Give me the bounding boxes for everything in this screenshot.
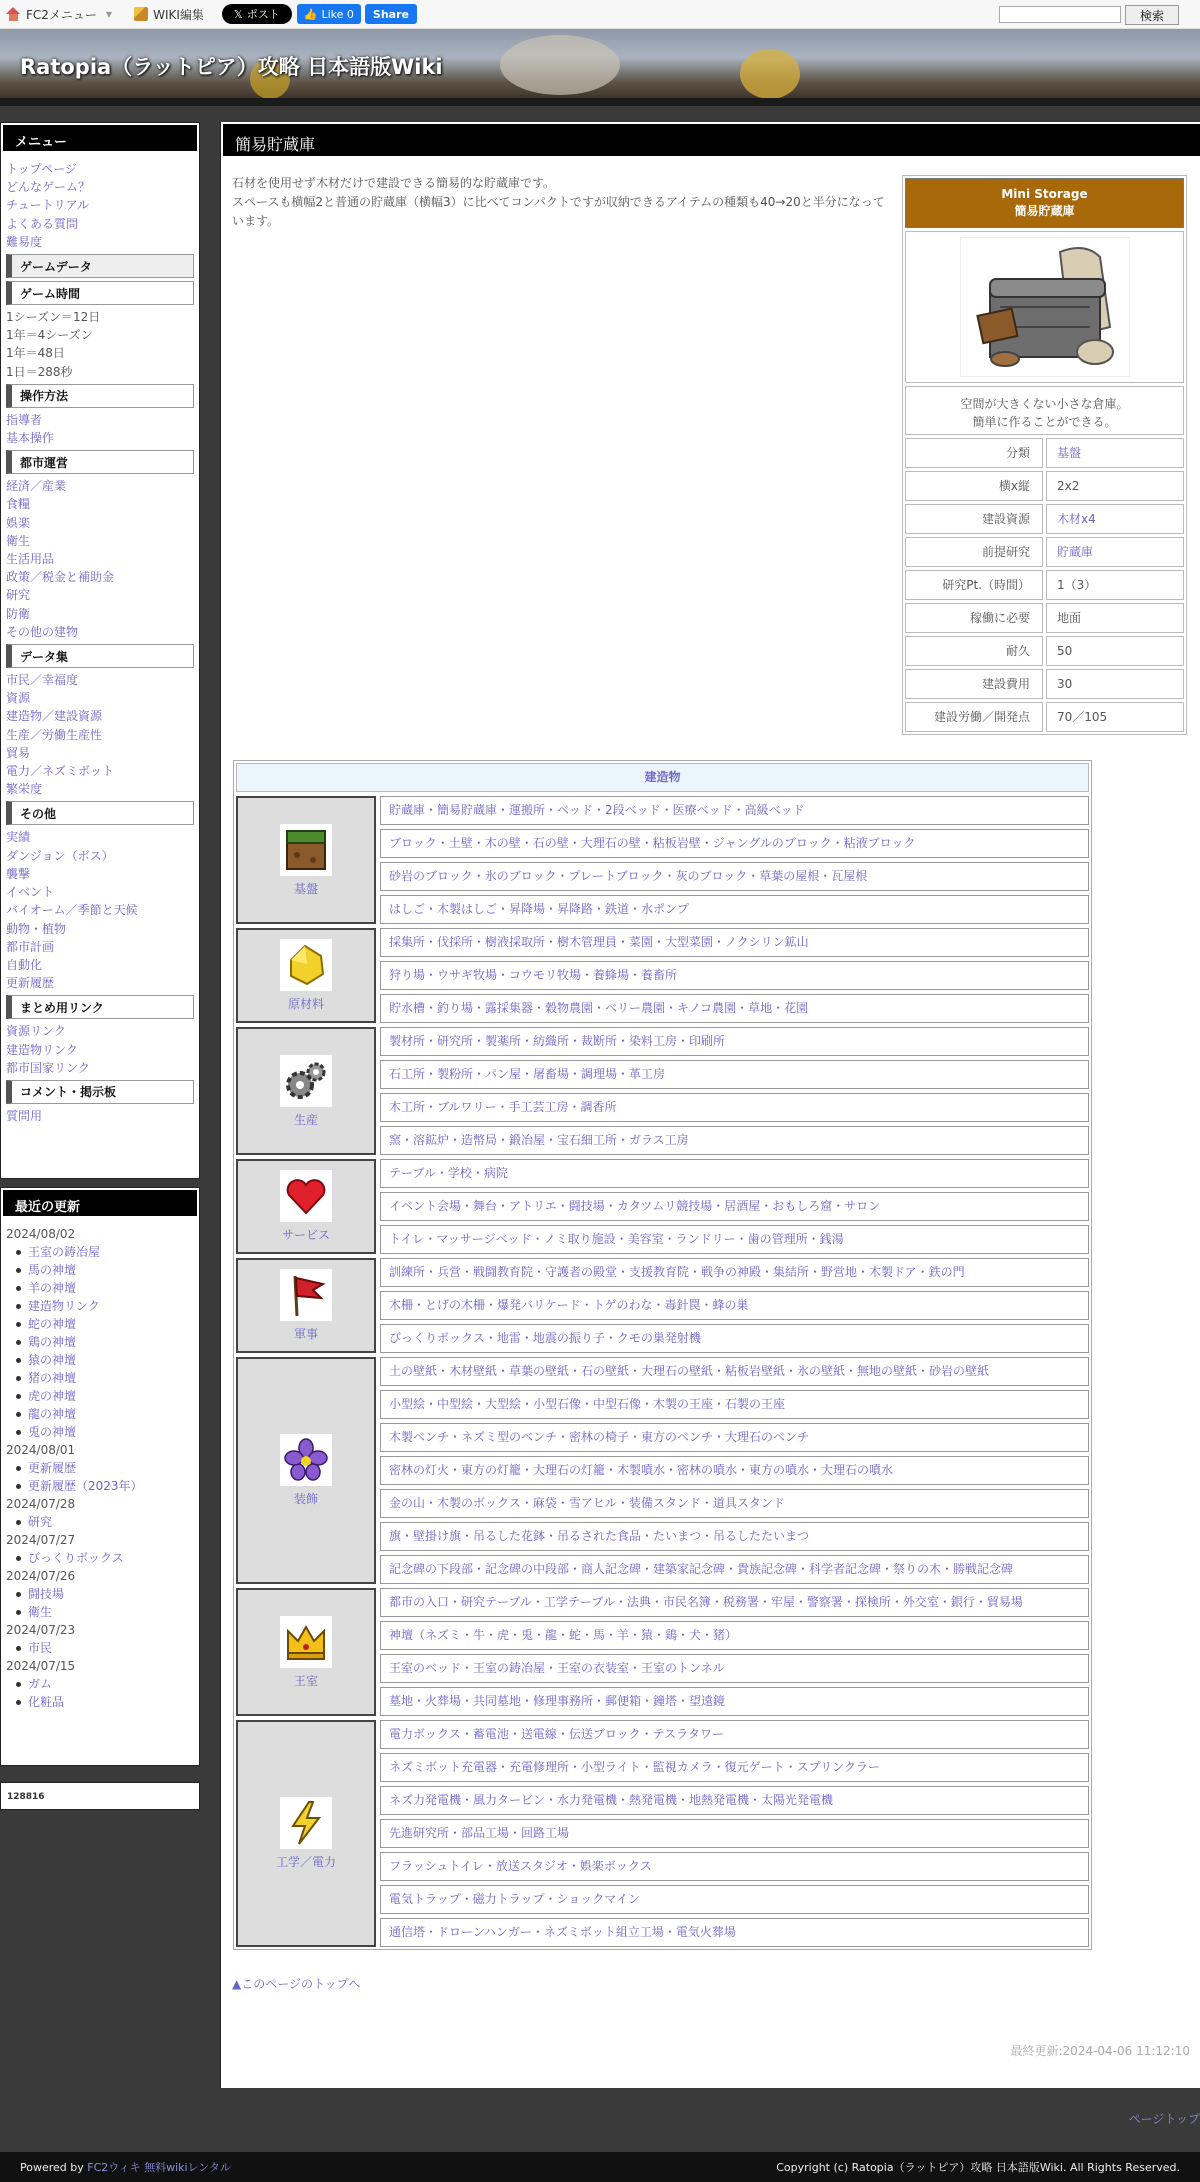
menu-link[interactable]: 市民／幸福度 xyxy=(6,673,79,688)
header-divider xyxy=(0,98,1200,106)
menu-section-game-time: ゲーム時間 xyxy=(6,281,194,305)
nav-row[interactable]: トイレ・マッサージベッド・ノミ取り施設・美容室・ランドリー・歯の管理所・銭湯 xyxy=(380,1225,1089,1254)
update-item[interactable]: 市民 xyxy=(6,1639,194,1657)
menu-link[interactable]: 貿易 xyxy=(6,745,31,760)
last-updated: 最終更新:2024-04-06 11:12:10 xyxy=(1010,2044,1190,2058)
nav-row[interactable]: 貯蔵庫・簡易貯蔵庫・運搬所・ベッド・2段ベッド・医療ベッド・高級ベッド xyxy=(380,796,1089,825)
nav-row[interactable]: 木柵・とげの木柵・爆発バリケード・トゲのわな・毒針罠・蜂の巣 xyxy=(380,1291,1089,1320)
infobox xyxy=(902,175,1187,735)
update-item[interactable]: 王室の鋳冶屋 xyxy=(6,1243,194,1261)
nav-category-label[interactable]: 基盤 xyxy=(293,881,318,896)
nav-category xyxy=(236,1159,376,1254)
nav-row[interactable]: 電力ボックス・蓄電池・送電線・伝送ブロック・テスラタワー xyxy=(380,1720,1089,1749)
time-fact: 1日＝288秒 xyxy=(6,364,73,379)
nav-group xyxy=(236,1720,1089,1947)
nav-row[interactable]: はしご・木製はしご・昇降場・昇降路・鉄道・水ポンプ xyxy=(380,895,1089,924)
red-flag-icon xyxy=(280,1269,332,1321)
purple-flower-icon xyxy=(280,1434,332,1486)
nav-row[interactable]: ブロック・土壁・木の壁・石の壁・大理石の壁・粘板岩壁・ジャングルのブロック・粘液ブロック xyxy=(380,829,1089,858)
nav-rows xyxy=(380,1588,1089,1716)
update-item[interactable]: 化粧品 xyxy=(6,1693,194,1711)
infobox-key: 前提研究 xyxy=(905,537,1043,567)
infobox-key: 耐久 xyxy=(905,636,1043,666)
nav-category-label[interactable]: 軍事 xyxy=(293,1327,318,1341)
nav-row[interactable]: 先進研究所・部品工場・回路工場 xyxy=(380,1819,1089,1848)
header-art-flower xyxy=(740,49,800,99)
menu-link[interactable]: 繁栄度 xyxy=(6,782,43,797)
infobox-value: 50 xyxy=(1046,636,1184,666)
menu-link[interactable]: 襲撃 xyxy=(6,866,31,881)
update-date: 2024/08/01 xyxy=(6,1443,76,1457)
update-item[interactable]: 馬の神壇 xyxy=(6,1261,194,1279)
menu-link[interactable]: 指導者 xyxy=(6,412,43,427)
intro-line-2: スペースも横幅2と普通の貯蔵庫（横幅3）に比べてコンパクトですが収納できるアイテムの種類も40→20と半分になっています。 xyxy=(232,195,885,228)
update-item[interactable]: 龍の神壇 xyxy=(6,1405,194,1423)
menu-link[interactable]: 自動化 xyxy=(6,957,43,972)
menu-link[interactable]: 建造物／建設資源 xyxy=(6,709,103,724)
nav-row[interactable]: 旗・壁掛け旗・吊るした花鉢・吊るされた食品・たいまつ・吊るしたたいまつ xyxy=(380,1522,1089,1551)
nav-category-label[interactable]: 王室 xyxy=(293,1673,318,1688)
menu-link[interactable]: その他の建物 xyxy=(6,624,79,639)
nav-row[interactable]: 採集所・伐採所・樹液採取所・樹木管理員・菜園・大型菜園・ノクシリン鉱山 xyxy=(380,928,1089,957)
infobox-key: 建設資源 xyxy=(905,504,1043,534)
update-date: 2024/07/15 xyxy=(6,1659,76,1673)
menu-section-city: 都市運営 xyxy=(6,450,194,474)
menu-link[interactable]: 政策／税金と補助金 xyxy=(6,570,115,585)
updates-heading: 最近の更新 xyxy=(1,1188,199,1218)
lightning-icon xyxy=(280,1797,332,1849)
footer xyxy=(0,2152,1200,2182)
menu-link[interactable]: トップページ xyxy=(6,162,77,176)
menu-link[interactable]: 基本操作 xyxy=(6,431,55,446)
infobox-header xyxy=(905,178,1184,228)
nav-row[interactable]: 小型絵・中型絵・大型絵・小型石像・中型石像・木製の王座・石製の王座 xyxy=(380,1390,1089,1419)
nav-group xyxy=(236,796,1089,924)
update-item[interactable]: 猪の神壇 xyxy=(6,1369,194,1387)
nav-category-label[interactable]: 装飾 xyxy=(293,1492,318,1506)
infobox-key: 横x縦 xyxy=(905,471,1043,501)
update-date: 2024/08/02 xyxy=(6,1227,76,1241)
infobox-key: 建設費用 xyxy=(905,669,1043,699)
menu-heading: メニュー xyxy=(1,123,199,153)
nav-category-label[interactable]: 原材料 xyxy=(287,997,324,1011)
menu-section-other: その他 xyxy=(6,801,194,825)
thumbs-up-icon: 👍 xyxy=(303,7,318,21)
fc2-menu[interactable] xyxy=(6,3,112,25)
update-item[interactable]: 虎の神壇 xyxy=(6,1387,194,1405)
nav-row[interactable]: 記念碑の下段部・記念碑の中段部・商人記念碑・建築家記念碑・貴族記念碑・科学者記念碑・祭りの木・勝戦記念碑 xyxy=(380,1555,1089,1584)
footer-copyright: Copyright (c) Ratopia（ラットピア）攻略 日本語版Wiki. All Rights Reserved. xyxy=(776,2161,1180,2174)
heart-icon xyxy=(280,1170,332,1222)
update-date: 2024/07/23 xyxy=(6,1623,76,1637)
menu-section-data: データ集 xyxy=(6,644,194,668)
update-item[interactable]: 羊の神壇 xyxy=(6,1279,194,1297)
menu-link[interactable]: ダンジョン（ボス） xyxy=(6,848,114,863)
infobox-value: 地面 xyxy=(1046,603,1184,633)
nav-category xyxy=(236,796,376,924)
time-fact: 1年＝4シーズン xyxy=(6,328,93,343)
top-bar xyxy=(0,0,1200,29)
infobox-row xyxy=(905,702,1184,732)
update-item[interactable]: 衛生 xyxy=(6,1603,194,1621)
nav-row[interactable]: 電気トラップ・磁力トラップ・ショックマイン xyxy=(380,1885,1089,1914)
menu-link[interactable]: 生産／労働生産性 xyxy=(6,727,103,742)
footer-powered-prefix: Powered by xyxy=(20,2161,88,2174)
pencil-icon xyxy=(134,7,148,21)
site-title[interactable]: Ratopia（ラットピア）攻略 日本語版Wiki xyxy=(20,55,443,79)
header-art-skull xyxy=(500,35,620,95)
infobox-name-ja: 簡易貯蔵庫 xyxy=(1014,204,1075,218)
nav-row[interactable]: 都市の入口・研究テーブル・工学テーブル・法典・市民名簿・税務署・牢屋・警察署・探検所・外交室・銀行・貿易場 xyxy=(380,1588,1089,1617)
nav-group xyxy=(236,1357,1089,1584)
nav-row[interactable]: 通信塔・ドローンハンガー・ネズミボット組立工場・電気火葬場 xyxy=(380,1918,1089,1947)
nav-row[interactable]: びっくりボックス・地雷・地震の振り子・クモの巣発射機 xyxy=(380,1324,1089,1353)
nav-row[interactable]: 神壇（ネズミ・牛・虎・兎・龍・蛇・馬・羊・猿・鶏・犬・猪） xyxy=(380,1621,1089,1650)
nav-row[interactable]: 木製ベンチ・ネズミ型のベンチ・密林の椅子・東方のベンチ・大理石のベンチ xyxy=(380,1423,1089,1452)
update-item[interactable]: 闘技場 xyxy=(6,1585,194,1603)
nav-rows xyxy=(380,796,1089,924)
nav-row[interactable]: 墓地・火葬場・共同墓地・修理事務所・郵便箱・鐘塔・望遠鏡 xyxy=(380,1687,1089,1716)
mini-storage-image xyxy=(960,237,1130,377)
menu-link[interactable]: 娯楽 xyxy=(6,515,31,530)
menu-link[interactable]: 動物・植物 xyxy=(6,921,67,936)
update-date: 2024/07/27 xyxy=(6,1533,76,1547)
home-icon xyxy=(6,7,21,21)
update-item[interactable]: 鶏の神壇 xyxy=(6,1333,194,1351)
nav-rows xyxy=(380,1258,1089,1353)
infobox-row xyxy=(905,603,1184,633)
infobox-key: 建設労働／開発点 xyxy=(905,702,1043,732)
nav-category xyxy=(236,1357,376,1584)
page-title: 簡易貯蔵庫 xyxy=(221,122,1200,158)
update-item[interactable]: 建造物リンク xyxy=(6,1297,194,1315)
x-logo-icon: 𝕏 xyxy=(233,7,243,21)
menu-link[interactable]: 質問用 xyxy=(6,1108,43,1123)
menu-section-controls: 操作方法 xyxy=(6,384,194,408)
update-item[interactable]: 猿の神壇 xyxy=(6,1351,194,1369)
nav-row[interactable]: 窯・溶鉱炉・造幣局・鍛冶屋・宝石細工所・ガラス工房 xyxy=(380,1126,1089,1155)
nav-row[interactable]: 貯水槽・釣り場・露採集器・穀物農園・ベリー農園・キノコ農園・草地・花園 xyxy=(380,994,1089,1023)
dirt-block-icon xyxy=(280,824,332,876)
access-counter: 128816 xyxy=(0,1782,200,1810)
gears-icon xyxy=(280,1055,332,1107)
caret-down-icon: ▼ xyxy=(105,9,113,19)
nav-category xyxy=(236,1258,376,1353)
infobox-row xyxy=(905,471,1184,501)
recent-updates xyxy=(0,1187,200,1766)
nav-row[interactable]: 王室のベッド・王室の鋳冶屋・王室の衣装室・王室のトンネル xyxy=(380,1654,1089,1683)
nav-category-label[interactable]: サービス xyxy=(281,1228,330,1242)
update-item[interactable]: 研究 xyxy=(6,1513,194,1531)
nav-group xyxy=(236,928,1089,1023)
infobox-row xyxy=(905,669,1184,699)
nav-category-label[interactable]: 生産 xyxy=(293,1112,318,1127)
fb-like-label: Like 0 xyxy=(321,7,354,21)
update-date: 2024/07/28 xyxy=(6,1497,76,1511)
infobox-row xyxy=(905,570,1184,600)
intro-text xyxy=(232,174,892,231)
update-date: 2024/07/26 xyxy=(6,1569,76,1583)
infobox-value[interactable]: 木材x4 xyxy=(1046,504,1184,534)
menu-link[interactable]: よくある質問 xyxy=(6,216,79,231)
search-button[interactable]: 検索 xyxy=(1125,5,1179,25)
page-top-right-link[interactable]: ページトップ xyxy=(1128,2112,1200,2126)
nav-group xyxy=(236,1027,1089,1155)
infobox-row xyxy=(905,636,1184,666)
fc2-menu-label: FC2メニュー xyxy=(26,7,97,22)
menu-link[interactable]: 生活用品 xyxy=(6,552,55,567)
menu-link[interactable]: 建造物リンク xyxy=(6,1042,78,1057)
nav-row[interactable]: フラッシュトイレ・放送スタジオ・娯楽ボックス xyxy=(380,1852,1089,1881)
infobox-value: 2x2 xyxy=(1046,471,1184,501)
buildings-nav-table xyxy=(233,760,1092,1950)
nav-row[interactable]: テーブル・学校・病院 xyxy=(380,1159,1089,1188)
menu-link[interactable]: 更新履歴 xyxy=(6,976,55,991)
nav-rows xyxy=(380,1027,1089,1155)
infobox-value[interactable]: 貯蔵庫 xyxy=(1046,537,1184,567)
menu-link[interactable]: 都市国家リンク xyxy=(6,1060,90,1075)
infobox-row xyxy=(905,504,1184,534)
nav-rows xyxy=(380,1159,1089,1254)
infobox-key: 分類 xyxy=(905,438,1043,468)
nav-rows xyxy=(380,1720,1089,1947)
menu-link[interactable]: 資源 xyxy=(6,691,31,706)
menu-link[interactable]: 衛生 xyxy=(6,533,31,548)
infobox-row xyxy=(905,438,1184,468)
menu-section-game-data: ゲームデータ xyxy=(6,254,194,278)
nav-row[interactable]: 砂岩のブロック・氷のブロック・プレートブロック・灰のブロック・草葉の屋根・瓦屋根 xyxy=(380,862,1089,891)
nav-row[interactable]: 木工所・ブルワリー・手工芸工房・調香所 xyxy=(380,1093,1089,1122)
site-header xyxy=(0,29,1200,100)
nav-row[interactable]: 訓練所・兵営・戦闘教育院・守護者の殿堂・支援教育院・戦争の神殿・集結所・野営地・木製ドア・鉄の門 xyxy=(380,1258,1089,1287)
menu-link[interactable]: バイオーム／季節と天候 xyxy=(6,903,138,918)
x-post-button[interactable] xyxy=(222,4,292,24)
menu-link[interactable]: 電力／ネズミボット xyxy=(6,764,115,779)
nav-rows xyxy=(380,1357,1089,1584)
menu-link[interactable]: 都市計画 xyxy=(6,939,55,954)
menu-link[interactable]: 経済／産業 xyxy=(6,479,67,494)
nav-row[interactable]: イベント会場・舞台・アトリエ・闘技場・カタツムリ競技場・居酒屋・おもしろ窟・サロン xyxy=(380,1192,1089,1221)
update-item[interactable]: びっくりボックス xyxy=(6,1549,194,1567)
nav-rows xyxy=(380,928,1089,1023)
main-content xyxy=(220,122,1200,2088)
nav-category xyxy=(236,928,376,1023)
gold-ore-icon xyxy=(280,939,332,991)
update-item[interactable]: 兎の神壇 xyxy=(6,1423,194,1441)
nav-group xyxy=(236,1258,1089,1353)
wiki-edit-link[interactable] xyxy=(134,3,204,25)
search-input[interactable] xyxy=(999,6,1121,23)
nav-group xyxy=(236,1588,1089,1716)
nav-row[interactable]: 土の壁紙・木材壁紙・草葉の壁紙・石の壁紙・大理石の壁紙・粘板岩壁紙・氷の壁紙・無地の壁紙・砂岩の壁紙 xyxy=(380,1357,1089,1386)
infobox-value: 1（3） xyxy=(1046,570,1184,600)
menu-link[interactable]: 資源リンク xyxy=(6,1024,66,1039)
nav-category xyxy=(236,1027,376,1155)
infobox-value: 30 xyxy=(1046,669,1184,699)
infobox-image xyxy=(905,231,1184,383)
update-item[interactable]: 更新履歴 xyxy=(6,1459,194,1477)
time-fact: 1シーズン＝12日 xyxy=(6,310,101,325)
infobox-value: 70／105 xyxy=(1046,702,1184,732)
nav-row[interactable]: 製材所・研究所・製薬所・紡織所・裁断所・染料工房・印刷所 xyxy=(380,1027,1089,1056)
intro-line-1: 石材を使用せず木材だけで建設できる簡易的な貯蔵庫です。 xyxy=(232,176,556,190)
menu-link[interactable]: 食糧 xyxy=(6,497,31,512)
menu-link[interactable]: チュートリアル xyxy=(6,198,90,213)
infobox-desc-2: 簡単に作ることができる。 xyxy=(972,415,1117,429)
menu-link[interactable]: どんなゲーム？ xyxy=(6,180,91,195)
footer-powered-link[interactable]: FC2ウィキ 無料wikiレンタル xyxy=(87,2161,231,2174)
nav-row[interactable]: ネズミボット充電器・充電修理所・小型ライト・監視カメラ・復元ゲート・スプリンクラー xyxy=(380,1753,1089,1782)
page-top-link[interactable]: ▲このページのトップへ xyxy=(232,1977,361,1991)
nav-row[interactable]: 石工所・製粉所・パン屋・屠畜場・調理場・革工房 xyxy=(380,1060,1089,1089)
menu-section-comments: コメント・掲示板 xyxy=(6,1080,194,1104)
nav-category xyxy=(236,1588,376,1716)
x-post-label: ポスト xyxy=(246,8,280,21)
update-item[interactable]: 更新履歴（2023年） xyxy=(6,1477,194,1495)
nav-row[interactable]: 密林の灯火・東方の灯籠・大理石の灯籠・木製噴水・密林の噴水・東方の噴水・大理石の噴水 xyxy=(380,1456,1089,1485)
side-menu xyxy=(0,122,200,1179)
infobox-desc-1: 空間が大きくない小さな倉庫。 xyxy=(960,397,1129,411)
infobox-key: 研究Pt.（時間） xyxy=(905,570,1043,600)
infobox-key: 稼働に必要 xyxy=(905,603,1043,633)
crown-icon xyxy=(280,1616,332,1668)
nav-group xyxy=(236,1159,1089,1254)
nav-category xyxy=(236,1720,376,1947)
menu-section-summary: まとめ用リンク xyxy=(6,995,194,1019)
menu-link[interactable]: 実績 xyxy=(6,830,31,845)
nav-category-label[interactable]: 工学／電力 xyxy=(275,1855,336,1869)
wiki-edit-label: WIKI編集 xyxy=(153,7,204,22)
menu-link[interactable]: 防衛 xyxy=(6,606,31,621)
update-item[interactable]: ガム xyxy=(6,1675,194,1693)
update-item[interactable]: 蛇の神壇 xyxy=(6,1315,194,1333)
fb-share-button[interactable]: Share xyxy=(365,4,417,24)
nav-row[interactable]: ネズ力発電機・風力タービン・水力発電機・熱発電機・地熱発電機・太陽光発電機 xyxy=(380,1786,1089,1815)
infobox-value[interactable]: 基盤 xyxy=(1046,438,1184,468)
infobox-description xyxy=(905,386,1184,435)
nav-row[interactable]: 狩り場・ウサギ牧場・コウモリ牧場・養蜂場・養畜所 xyxy=(380,961,1089,990)
menu-link[interactable]: 研究 xyxy=(6,588,31,603)
fb-like-button[interactable] xyxy=(297,4,361,24)
menu-link[interactable]: 難易度 xyxy=(6,234,43,249)
time-fact: 1年＝48日 xyxy=(6,346,65,361)
nav-row[interactable]: 金の山・木製のボックス・麻袋・雪アヒル・装備スタンド・道具スタンド xyxy=(380,1489,1089,1518)
menu-link[interactable]: イベント xyxy=(6,885,55,900)
infobox-name-en: Mini Storage xyxy=(1001,187,1088,201)
infobox-row xyxy=(905,537,1184,567)
nav-table-heading[interactable]: 建造物 xyxy=(236,763,1089,792)
footer-powered xyxy=(20,2159,231,2175)
